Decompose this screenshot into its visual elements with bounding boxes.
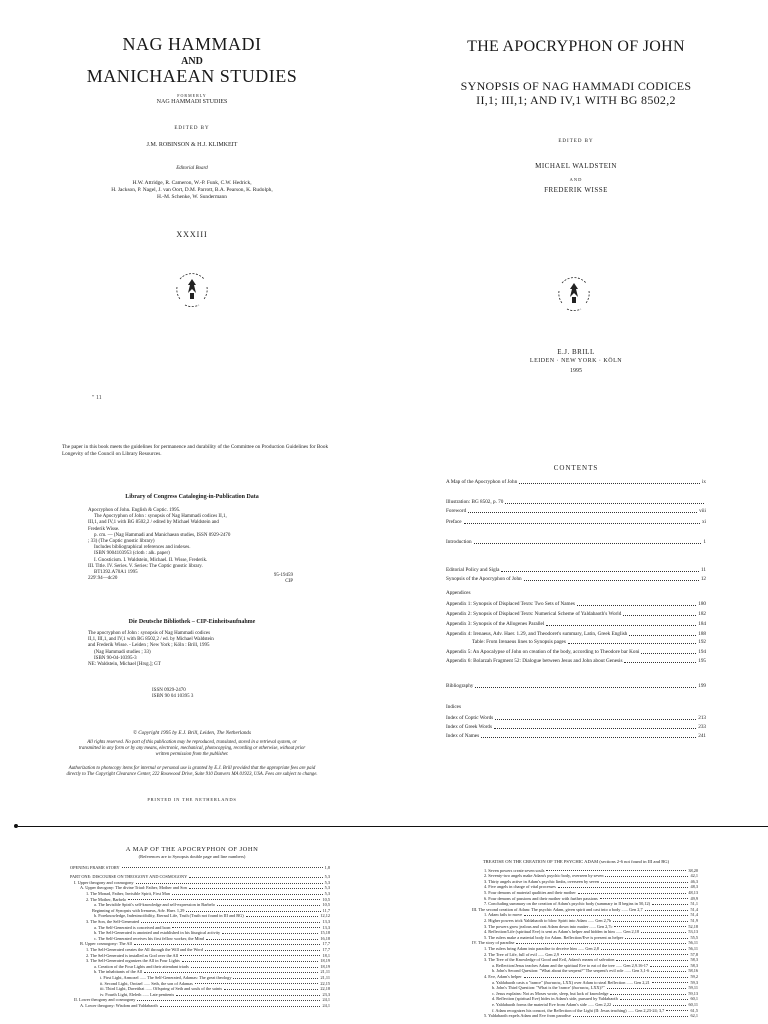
map-row: 7. Concluding summary on the creation of Adam's psychic body (summary in II begins in 50,12) 51,1 bbox=[484, 901, 698, 907]
map-row: 1. Adam fails to move 51,4 bbox=[484, 912, 698, 918]
appendices-label: Appendices bbox=[446, 590, 471, 596]
map-row: b. John's Second Question: "What about the serpent?" The serpent's evil role ...... Gen 3,1-6 58,16 bbox=[492, 968, 698, 974]
map-row: 2. Higher powers trick Yaldabaoth to blow Spirit into Adam ...... Gen 2,7b 51,9 bbox=[484, 917, 698, 923]
toc-entry[interactable]: Illustration: BG 8502, p. 70 bbox=[446, 498, 706, 505]
paper-note: The paper in this book meets the guidelines for permanence and durability of the Committee on Production Guidelines for Book Longevity of the Council on Library Resources. bbox=[62, 444, 329, 457]
map-row: 1. The Self-Generated creates the All through the Will and the Word 17,7 bbox=[86, 946, 330, 952]
map-title: A MAP OF THE APOCRYPHON OF JOHN bbox=[125, 846, 259, 853]
issn-isbn-block: ISSN 0929-2470 ISBN 90 04 10395 3 bbox=[152, 688, 194, 700]
map-page-right bbox=[384, 824, 768, 1024]
dnb-title: Die Deutsche Bibliothek – CIP-Einheitsaufnahme bbox=[128, 619, 256, 625]
toc-entry[interactable]: Synopsis of the Apocryphon of John 12 bbox=[446, 576, 706, 582]
printed-in: PRINTED IN THE NETHERLANDS bbox=[147, 797, 237, 802]
map-row: A. Lower theogony: Wisdom and Yaldabaoth 24,1 bbox=[80, 1002, 330, 1008]
edited-by-label: EDITED BY bbox=[558, 139, 594, 144]
map-row: Beginning of Synopsis with Irenaeus, Adv. Haer. 1,29 11,7 bbox=[92, 907, 330, 913]
map-row: c. The Self-Generated receives his first fellow worker, the Mind 16,18 bbox=[94, 935, 330, 941]
map-row: 5. Four demons of material qualities and their mother 48,13 bbox=[484, 889, 698, 895]
map-row: 3. The Self-Generated organizes the All in Four Lights 18,19 bbox=[86, 958, 330, 964]
map-row: i. First Light, Armozel ...... The Self-Generated, Adamas: The great theology 21,11 bbox=[100, 974, 330, 980]
toc-entry[interactable]: Appendix 2: Synopsis of Displaced Texts: Numerical Scheme of Yaldabaoth's World 182 bbox=[446, 611, 706, 617]
map-row: a. The Self-Generated is conceived and born 13,3 bbox=[94, 924, 330, 930]
map-row: I. Upper theogony and cosmogony 5,3 bbox=[74, 879, 330, 885]
map-row: OPENING FRAME STORY 1,8 bbox=[70, 864, 330, 870]
editor-and: AND bbox=[569, 177, 583, 182]
map-row: ii. Second Light, Oroiael ...... Seth, the son of Adamas 22,15 bbox=[100, 980, 330, 986]
formerly-name: NAG HAMMADI STUDIES bbox=[156, 99, 228, 105]
toc-entry[interactable]: Preface xi bbox=[446, 519, 706, 525]
publisher-name: E.J. BRILL bbox=[557, 348, 595, 356]
publication-year: 1995 bbox=[570, 368, 582, 374]
volume-number: XXXIII bbox=[176, 230, 208, 239]
toc-entry[interactable]: Appendix 4: Irenaeus, Adv. Haer. 1.29, and Theodoret's summary, Latin, Greek English 188 bbox=[446, 631, 706, 637]
page-top-rule bbox=[384, 826, 768, 827]
cip-number-block: 95-19459 CIP bbox=[273, 573, 293, 585]
title-page bbox=[384, 0, 768, 412]
map-row: IV. The story of paradise 56,11 bbox=[472, 940, 698, 946]
map-row: 2. The Mother, Barbelo 10,5 bbox=[86, 896, 330, 902]
stray-mark: " 11 bbox=[92, 395, 102, 401]
map-row: 3. The powers grow jealous and cast Adam down into matter ...... Gen 2,7c 52,18 bbox=[484, 923, 698, 929]
map-row: a. Reflection/Jesus teaches Adam and the spiritual Eve to eat of the tree ...... Gen 2,9.16-17 58,3 bbox=[492, 962, 698, 968]
toc-entry[interactable]: Foreword viii bbox=[446, 508, 706, 514]
publisher-emblem-icon bbox=[552, 271, 596, 315]
copyright-page bbox=[0, 412, 384, 824]
cip-title: Library of Congress Cataloging-in-Publication Data bbox=[125, 494, 259, 500]
book-subtitle-line2: II,1; III,1; AND IV,1 WITH BG 8502,2 bbox=[476, 93, 676, 107]
series-and: AND bbox=[181, 56, 203, 67]
series-title-line1: NAG HAMMADI bbox=[122, 34, 262, 54]
series-title-line2: MANICHAEAN STUDIES bbox=[86, 66, 298, 86]
toc-entry[interactable]: Appendix 1: Synopsis of Displaced Texts: Two Sets of Names 180 bbox=[446, 601, 706, 607]
contents-page bbox=[384, 412, 768, 824]
editorial-board-names: H.W. Attridge, R. Cameron, W.-P. Funk, C.W. Hedrick, H. Jackson, P. Nagel, J. van Oort, D.M. Parrott, B.A. Pearson, K. Rudolph, H.-M. Schenke, W. Sundermann bbox=[111, 180, 273, 200]
editor-name-2: FREDERIK WISSE bbox=[544, 186, 608, 194]
map-row: 2. Seventy-two angels make Adam's psychic body, overseen by seven 42,1 bbox=[484, 873, 698, 879]
toc-entry[interactable]: Index of Greek Words 233 bbox=[446, 724, 706, 730]
map-row: a. Yaldabaoth casts a "trance" (ἔκστασις, LXX) over Adam to steal Reflection ...... Gen 2,21 59,3 bbox=[492, 979, 698, 985]
map-row: iv. Fourth Light, Eleleth ...... Late penitents 23,3 bbox=[100, 991, 330, 997]
edited-by-label: EDITED BY bbox=[174, 126, 210, 131]
map-row: a. Creation of the Four Lights and their attendant triads 18,19 bbox=[94, 963, 330, 969]
map-row: a. The Invisible Spirit's self-knowledge and self-expression in Barbelo 10,5 bbox=[94, 902, 330, 908]
map-row: 6. Four demons of passions and their mother with further passions 49,9 bbox=[484, 895, 698, 901]
map-row: II. Lower theogony and cosmogony 24,1 bbox=[74, 997, 330, 1003]
editorial-board-label: Editorial Board bbox=[176, 166, 208, 171]
map-row: 1. The Monad, Father, Invisible Spirit, First Man 5,3 bbox=[86, 890, 330, 896]
toc-entry[interactable]: Appendix 3: Synopsis of the Allogenes Parallel 184 bbox=[446, 621, 706, 627]
map-row: b. The Self-Generated is anointed and established in his liturgical activity 15,18 bbox=[94, 930, 330, 936]
map-row: 3. The Tree of the Knowledge of Good and Evil, Adam's means of salvation 58,3 bbox=[484, 957, 698, 963]
toc-entry[interactable]: Bibliography 199 bbox=[446, 683, 706, 689]
map-row: 5. The rulers make a material body for Adam. Reflection/Eve is present as helper 55,5 bbox=[484, 934, 698, 940]
map-row: b. John's Third Question: "What is the 'trance' (ἔκστασις, LXX)?" 59,11 bbox=[492, 985, 698, 991]
page-top-rule bbox=[18, 826, 384, 827]
toc-entry[interactable]: Introduction 1 bbox=[446, 539, 706, 545]
map-page-left bbox=[0, 824, 384, 1024]
book-title: THE APOCRYPHON OF JOHN bbox=[467, 38, 685, 55]
map-row: 4. Five angels in charge of vital processes 48,3 bbox=[484, 884, 698, 890]
map-row: 2. The Self-Generated is installed as God over the All 18,1 bbox=[86, 952, 330, 958]
map-row: e. Yaldabaoth forms the material Eve from Adam's side ...... Gen 2,22 60,11 bbox=[492, 1001, 698, 1007]
map-note: (References are to Synopsis double page and line numbers) bbox=[138, 854, 246, 859]
book-subtitle-line1: SYNOPSIS OF NAG HAMMADI CODICES bbox=[460, 79, 692, 93]
toc-entry[interactable]: Appendix 6: Bolarzah Fragment 52: Dialogue between Jesus and John about Genesis 195 bbox=[446, 658, 706, 664]
toc-entry[interactable]: A Map of the Apocryphon of John ix bbox=[446, 479, 706, 485]
toc-entry[interactable]: Appendix 5: An Apocalypse of John on creation of the body, according to Theodore bar Koni 194 bbox=[446, 649, 706, 655]
contents-heading: CONTENTS bbox=[553, 464, 599, 472]
indices-label: Indices bbox=[446, 704, 461, 710]
toc-entry[interactable]: Index of Coptic Words 213 bbox=[446, 715, 706, 721]
publisher-emblem-icon bbox=[170, 267, 214, 311]
toc-entry[interactable]: Editorial Policy and Sigla 11 bbox=[446, 567, 706, 573]
authorization-notice: Authorization to photocopy items for internal or personal use is granted by E.J. Brill provided that the appropriate fees are paid directly to The Copyright Clearance Center, 222 Rosewood Drive, Suite 910 Danvers MA 01923, USA. Fees are subject to change. bbox=[66, 766, 318, 777]
map-row: III. The second creation of Adam: The psychic Adam, given spirit and cast into a body ...... Gen 2,7 51,4 bbox=[472, 906, 698, 912]
series-editors: J.M. ROBINSON & H.J. KLIMKEIT bbox=[146, 142, 238, 148]
map-row: 4. Reflection/Life (spiritual Eve) is sent as Adam's helper and hidden in him ...... Gen 2,18 53,13 bbox=[484, 929, 698, 935]
formerly-label: FORMERLY bbox=[177, 93, 207, 98]
map-row: A. Upper theogony: The divine Triad: Father, Mother and Son 5,3 bbox=[80, 885, 330, 891]
map-row: 3. The Son, the Self-Generated 13,3 bbox=[86, 918, 330, 924]
map-row: 3. Thirty angels active in Adam's psychic limbs, overseen by seven 46,3 bbox=[484, 878, 698, 884]
map-row: f. Adam recognizes his consort, the Reflection of the Light (II: Jesus teaching) ...... Gen 2,23-24; 3,7 61,5 bbox=[492, 1007, 698, 1013]
map-row: c. Jesus explains: Not as Moses wrote, sleep, but lack of knowledge 59,13 bbox=[492, 990, 698, 996]
cip-block: Apocryphon of John. English & Coptic. 1995. The Apocryphon of John : synopsis of Nag Hammadi codices II,1, III,1, and IV,1 with BG 8502,2 / edited by Michael Waldstein and Frederik Wisse. p. cm. — (Nag Hammadi and Manichaean studies, ISSN 0929-2470 ; 33) (The Coptic gnostic library) Includes bibliographical references and indexes. ISBN 9004103953 (cloth : alk. paper) I. Gnosticism. I. Waldstein, Michael. II. Wisse, Frederik. III. Title. IV. Series. V. Series: The Coptic gnostic library. BT1392.A70A1 1995 229'.94—dc20 bbox=[88, 508, 231, 582]
toc-entry[interactable]: Index of Names 241 bbox=[446, 733, 706, 739]
treatise-title: TREATISE ON THE CREATION OF THE PSYCHIC ADAM (sections 2-6 not found in III and BG) bbox=[482, 859, 670, 864]
map-row: b. The inhabitants of the All 21,11 bbox=[94, 969, 330, 975]
copyright-line: © Copyright 1995 by E.J. Brill, Leiden, The Netherlands bbox=[132, 730, 252, 736]
map-row: 5. Yaldabaoth expels Adam and Eve from paradise 62,1 bbox=[484, 1013, 698, 1019]
publisher-places: LEIDEN · NEW YORK · KÖLN bbox=[529, 358, 623, 364]
toc-entry[interactable]: Table: From Irenaeus lines to Synopsis pages 192 bbox=[472, 639, 706, 645]
editor-name-1: MICHAEL WALDSTEIN bbox=[535, 162, 617, 170]
map-row: B. Upper cosmogony: The All 17,7 bbox=[80, 941, 330, 947]
map-row: 1. The rulers bring Adam into paradise to deceive him ...... Gen 2,8 56,11 bbox=[484, 945, 698, 951]
map-row: iii. Third Light, Daveithai ...... Offspring of Seth and souls of the saints 22,18 bbox=[100, 986, 330, 992]
map-row: d. Reflection (spiritual Eve) hides in Adam's side, pursued by Yaldabaoth 60,1 bbox=[492, 996, 698, 1002]
map-row: b. Foreknowledge, Indestructibility, Eternal Life, Truth (Truth not found in III and BG) 12,12 bbox=[94, 913, 330, 919]
map-row: 4. Eve, Adam's helper 59,2 bbox=[484, 973, 698, 979]
map-row: 1. Seven powers create seven souls 38,20 bbox=[484, 867, 698, 873]
dnb-block: The apocryphon of John : synopsis of Nag Hammadi codices II,1, III,1, and IV,1 with BG 8502,2 / ed. by Michael Waldstein and Frederik Wisse. - Leiden ; New York ; Köln : Brill, 1995 (Nag Hammadi studies ; 33) ISBN 90-04-10395-3 NE: Waldstein, Michael [Hrsg.]; GT bbox=[88, 631, 214, 668]
rights-notice: All rights reserved. No part of this publication may be reproduced, translated, stored in a retrieval system, or transmitted in any form or by any means, electronic, mechanical, photocopying, recording or otherwise, without prior written permission from the publisher. bbox=[78, 740, 306, 757]
map-row: PART ONE: DISCOURSE ON THEOGONY AND COSMOGONY 5,3 bbox=[70, 874, 330, 880]
series-page bbox=[0, 0, 384, 412]
map-row: 2. The Tree of Life, full of evil ...... Gen 2,9 57,8 bbox=[484, 951, 698, 957]
